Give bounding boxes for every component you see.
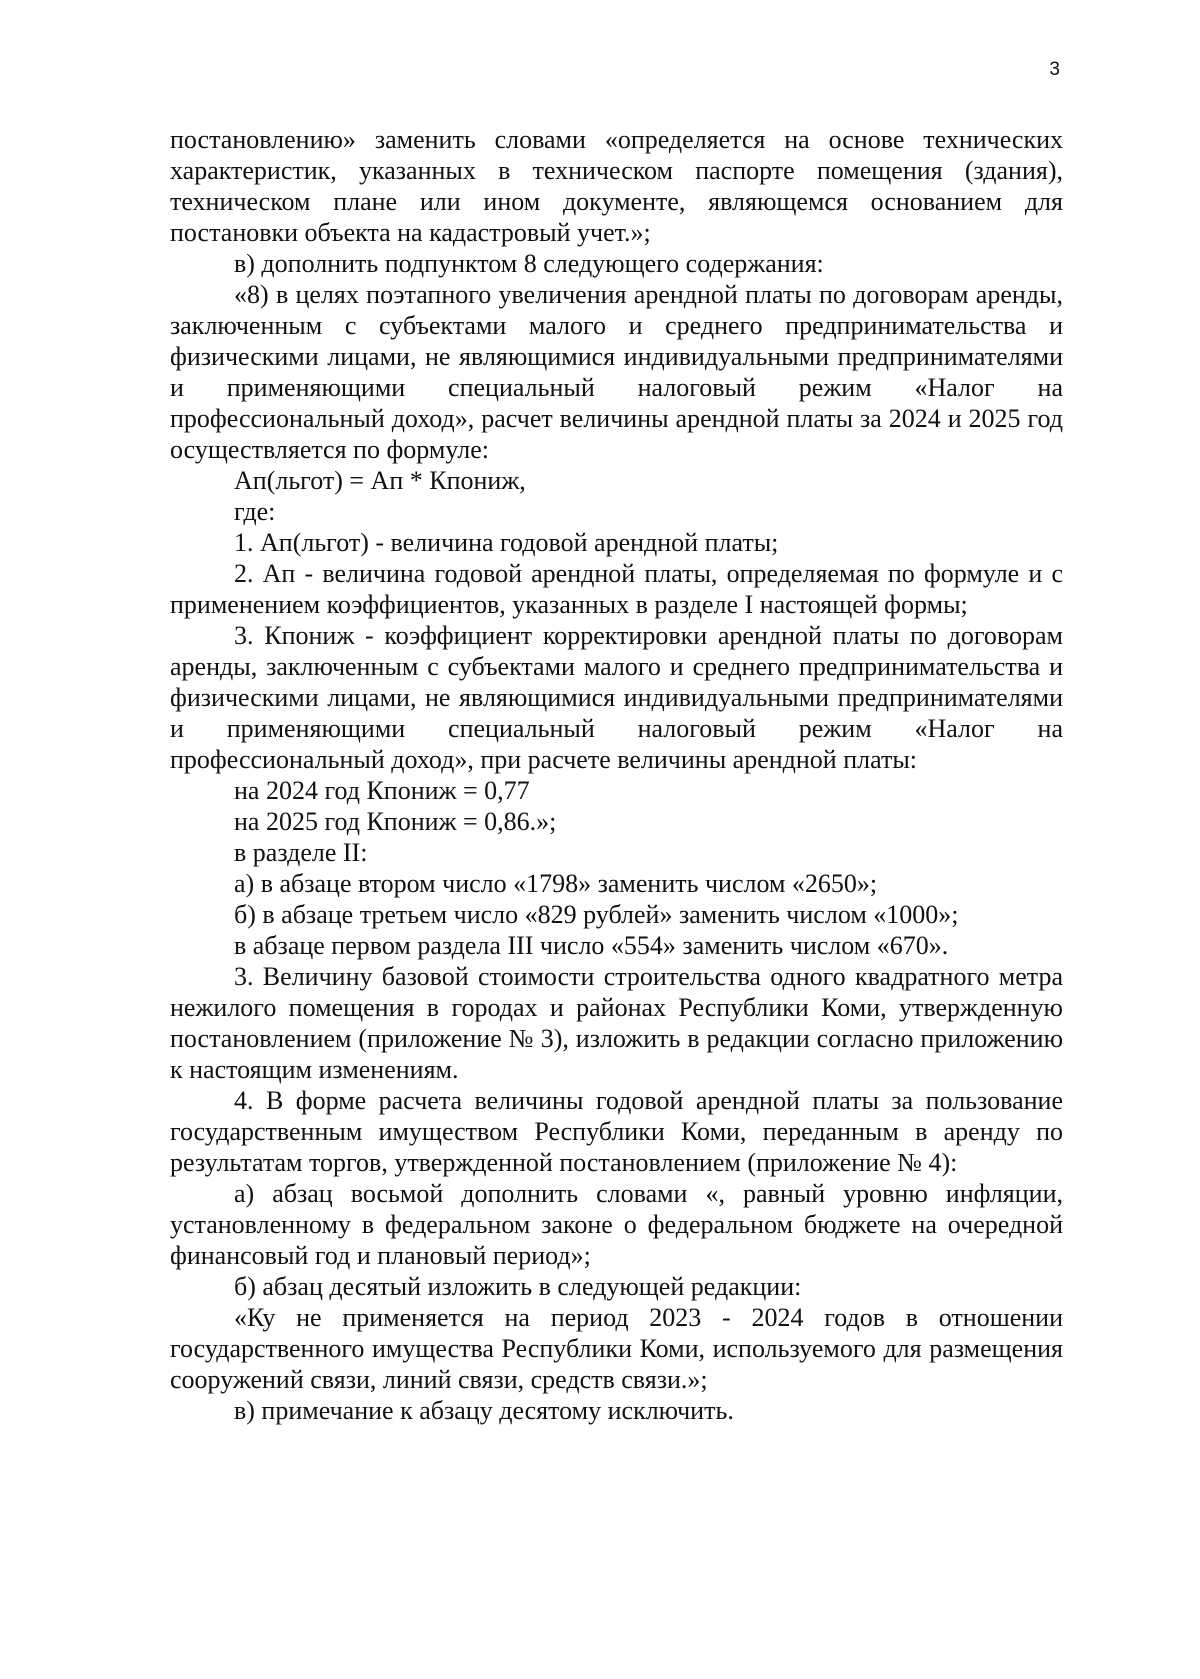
formula-line: Ап(льгот) = Ап * Кпониж, — [234, 466, 526, 495]
paragraph: постановлению» заменить словами «определяется на основе технических характеристик, указанных в техническом паспорте помещения (здания), техническом плане или ином документе, являющемся основанием для постановки объекта на кадастровый учет.»; — [170, 125, 1063, 247]
paragraph: а) абзац восьмой дополнить словами «, равный уровню инфляции, установленному в федеральном законе о федеральном бюджете на очередной финансовый год и плановый период»; — [170, 1179, 1063, 1270]
list-item: 2. Ап - величина годовой арендной платы, определяемая по формуле и с применением коэффициентов, указанных в разделе I настоящей формы; — [170, 559, 1063, 619]
paragraph: а) в абзаце втором число «1798» заменить числом «2650»; — [234, 869, 878, 898]
paragraph: в разделе II: — [234, 838, 368, 867]
list-item: 1. Ап(льгот) - величина годовой арендной платы; — [234, 528, 779, 557]
paragraph: «8) в целях поэтапного увеличения арендной платы по договорам аренды, заключенным с субъектами малого и среднего предпринимательства и физическими лицами, не являющимися индивидуальными предпринимателями и применяющими специальный налоговый режим «Налог на профессиональный доход», расчет величины арендной платы за 2024 и 2025 год осуществляется по формуле: — [170, 280, 1063, 464]
document-body — [170, 124, 1063, 1426]
paragraph: в) примечание к абзацу десятому исключить. — [234, 1396, 734, 1425]
paragraph: б) абзац десятый изложить в следующей редакции: — [234, 1272, 802, 1301]
paragraph: в абзаце первом раздела III число «554» заменить числом «670». — [234, 931, 949, 960]
paragraph: в) дополнить подпунктом 8 следующего содержания: — [234, 249, 824, 278]
paragraph: «Ку не применяется на период 2023 - 2024 годов в отношении государственного имущества Республики Коми, используемого для размещения сооружений связи, линий связи, средств связи.»; — [170, 1303, 1063, 1394]
paragraph: где: — [234, 497, 276, 526]
paragraph: 4. В форме расчета величины годовой арендной платы за пользование государственным имуществом Республики Коми, переданным в аренду по результатам торгов, утвержденной постановлением (приложение № 4): — [170, 1086, 1063, 1177]
page-number: 3 — [1049, 59, 1060, 80]
list-item: 3. Кпониж - коэффициент корректировки арендной платы по договорам аренды, заключенным с субъектами малого и среднего предпринимательства и физическими лицами, не являющимися индивидуальными предпринимателями и применяющими специальный налоговый режим «Налог на профессиональный доход», при расчете величины арендной платы: — [170, 621, 1063, 774]
paragraph: б) в абзаце третьем число «829 рублей» заменить числом «1000»; — [234, 900, 959, 929]
coefficient-line: на 2025 год Кпониж = 0,86.»; — [234, 807, 557, 836]
paragraph: 3. Величину базовой стоимости строительства одного квадратного метра нежилого помещения в городах и районах Республики Коми, утвержденную постановлением (приложение № 3), изложить в редакции согласно приложению к настоящим изменениям. — [170, 962, 1063, 1084]
coefficient-line: на 2024 год Кпониж = 0,77 — [234, 776, 530, 805]
